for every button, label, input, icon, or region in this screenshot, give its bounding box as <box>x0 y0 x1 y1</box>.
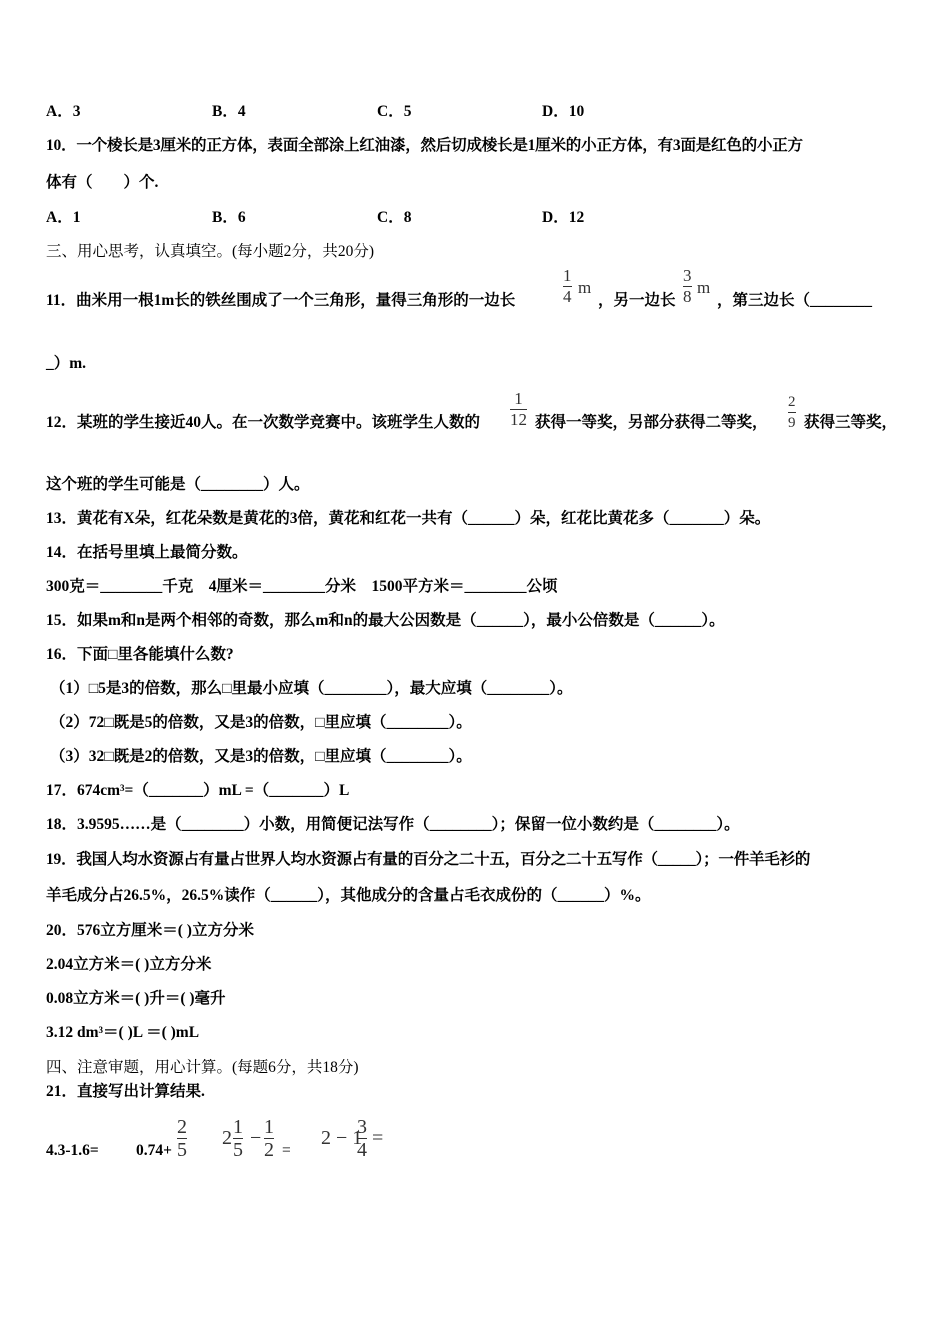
calc-3-equals: = <box>282 1142 291 1159</box>
section-4-heading: 四、注意审题，用心计算。(每题6分，共18分) <box>46 1059 359 1076</box>
fraction-denominator: 4 <box>563 287 572 306</box>
q11-unit-1: m <box>578 278 592 297</box>
q9-option-b: B．4 <box>212 103 246 120</box>
calc-expression-1: 4.3-1.6= <box>46 1142 99 1159</box>
q9-option-d: D．10 <box>542 103 585 120</box>
fraction-numerator: 2 <box>177 1116 187 1138</box>
q17-text <box>46 781 349 801</box>
section-3-heading: 三、用心思考，认真填空。(每小题2分，共20分) <box>46 243 375 260</box>
q10-option-b: B．6 <box>212 209 246 226</box>
fraction-denominator: 2 <box>264 1139 274 1161</box>
calc-4-equals: = <box>372 1127 384 1149</box>
fraction-numerator: 1 <box>514 389 523 408</box>
q16-part-3: （3）32□既是2的倍数，又是3的倍数，□里应填（________）。 <box>50 748 472 765</box>
fraction-bar <box>788 412 796 413</box>
q11-text-b: ，另一边长 <box>598 292 676 309</box>
fraction-numerator: 3 <box>683 266 692 285</box>
calc-3-whole: 2 <box>222 1127 232 1149</box>
q9-option-a: A．3 <box>46 103 81 120</box>
calc-2-fraction <box>177 1117 187 1160</box>
q20-text: 20．576立方厘米＝( )立方分米 <box>46 922 254 939</box>
q12-line2: 这个班的学生可能是（________）人。 <box>46 476 310 493</box>
q11-fraction-2 <box>683 267 692 306</box>
q12-text-c: 获得三等奖， <box>804 414 898 431</box>
q17-text-a: 17．674cm <box>46 782 121 799</box>
q12-fraction-2 <box>788 393 796 432</box>
q10-option-a: A．1 <box>46 209 81 226</box>
q20-d-text-a: 3.12 dm <box>46 1024 99 1041</box>
q12-text-a: 12．某班的学生接近40人。在一次数学竞赛中。该班学生人数的 <box>46 414 481 431</box>
fraction-denominator: 9 <box>788 415 796 431</box>
fraction-denominator: 5 <box>233 1139 243 1161</box>
q11-unit-2: m <box>697 278 711 297</box>
fraction-numerator: 3 <box>357 1116 367 1138</box>
q12-text-b: 获得一等奖，另部分获得二等奖， <box>535 414 768 431</box>
fraction-numerator: 1 <box>233 1116 243 1138</box>
calc-4-fraction <box>357 1117 367 1160</box>
q11-text-c: ，第三边长（________ <box>717 292 873 309</box>
fraction-denominator: 4 <box>357 1139 367 1161</box>
q11-text-a: 11．曲米用一根1m长的铁丝围成了一个三角形，量得三角形的一边长 <box>46 292 516 309</box>
fraction-numerator: 1 <box>563 266 572 285</box>
q10-option-d: D．12 <box>542 209 585 226</box>
q12-fraction-1 <box>510 390 527 429</box>
fraction-numerator: 1 <box>264 1116 274 1138</box>
q17-text-b: =（_______）mL =（_______）L <box>124 782 350 799</box>
q16-part-1: （1）□5是3的倍数，那么□里最小应填（________），最大应填（________）。 <box>50 680 573 697</box>
q20-line-d <box>46 1023 199 1043</box>
q18-text: 18．3.9595……是（________）小数，用简便记法写作（________）；保留一位小数约是（________）。 <box>46 816 740 833</box>
q21-text: 21．直接写出计算结果. <box>46 1083 205 1100</box>
calc-expression-2: 0.74+ <box>136 1142 172 1159</box>
fraction-denominator: 8 <box>683 287 692 306</box>
q19-line2: 羊毛成分占26.5%，26.5%读作（______），其他成分的含量占毛衣成份的（______）%。 <box>46 887 651 904</box>
q11-fraction-1 <box>563 267 572 306</box>
q20-line-b: 2.04立方米＝( )立方分米 <box>46 956 212 973</box>
q19-line1: 19．我国人均水资源占有量占世界人均水资源占有量的百分之二十五，百分之二十五写作（_____）；一件羊毛衫的 <box>46 851 811 868</box>
calc-4-expression: 2 − 1 <box>321 1127 363 1149</box>
q13-text: 13．黄花有X朵，红花朵数是黄花的3倍，黄花和红花一共有（______）朵，红花比黄花多（_______）朵。 <box>46 510 771 527</box>
q9-option-c: C．5 <box>377 103 412 120</box>
q15-text: 15．如果m和n是两个相邻的奇数，那么m和n的最大公因数是（______），最小公倍数是（______）。 <box>46 612 725 629</box>
q20-line-c: 0.08立方米＝( )升＝( )毫升 <box>46 990 226 1007</box>
fraction-numerator: 2 <box>788 394 796 410</box>
q14-blanks: 300克＝________千克 4厘米＝________分米 1500平方米＝________公顷 <box>46 578 558 595</box>
calc-3-minus: − <box>250 1127 262 1149</box>
calc-3-fraction-1 <box>233 1117 243 1160</box>
calc-3-fraction-2 <box>264 1117 274 1160</box>
q17-superscript: 3 <box>120 783 125 793</box>
q10-option-c: C．8 <box>377 209 412 226</box>
fraction-denominator: 5 <box>177 1139 187 1161</box>
fraction-denominator: 12 <box>510 410 527 429</box>
q20-d-superscript: 3 <box>98 1025 104 1035</box>
q11-line2: _）m. <box>46 355 87 372</box>
q16-text: 16．下面□里各能填什么数? <box>46 646 234 663</box>
q20-d-text-b: ＝( )L ＝( )mL <box>103 1024 200 1041</box>
q10-line2: 体有（ ）个. <box>46 174 159 191</box>
q10-line1: 10．一个棱长是3厘米的正方体，表面全部涂上红油漆，然后切成棱长是1厘米的小正方体，有3面是红色的小正方 <box>46 137 803 154</box>
q14-text: 14．在括号里填上最简分数。 <box>46 544 248 561</box>
q16-part-2: （2）72□既是5的倍数，又是3的倍数，□里应填（________）。 <box>50 714 472 731</box>
